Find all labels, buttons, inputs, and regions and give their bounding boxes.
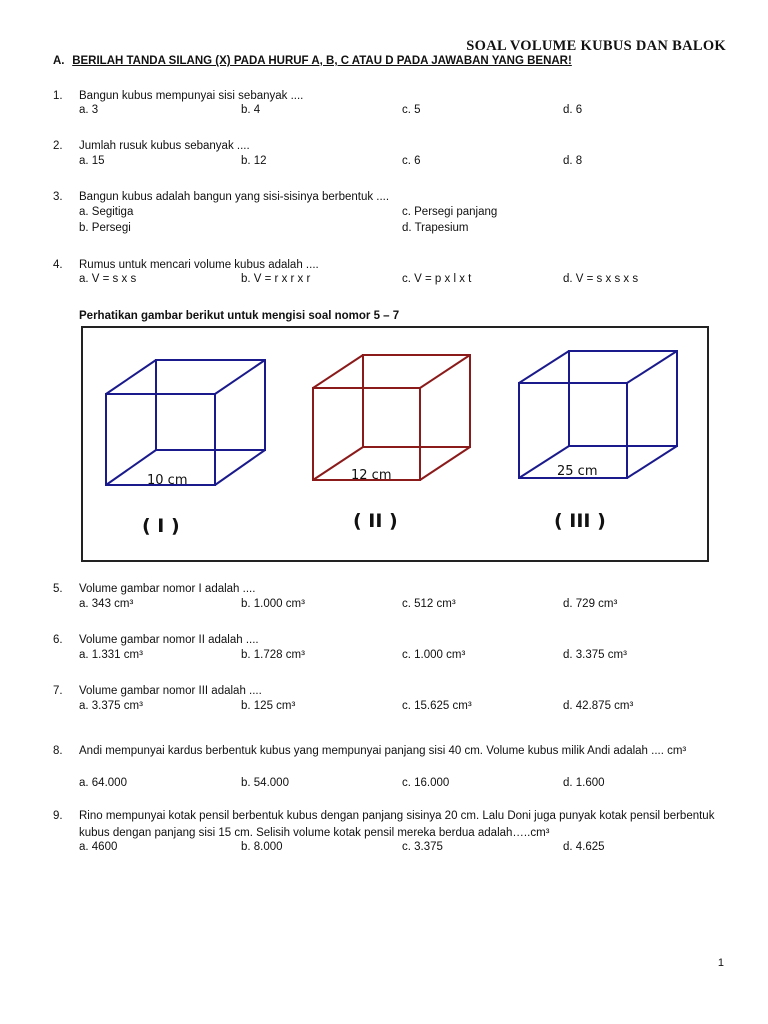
option-b[interactable]: b. Persegi: [79, 222, 131, 234]
question-text: Rino mempunyai kotak pensil berbentuk kubus dengan panjang sisinya 20 cm. Lalu Doni juga punyak kotak pensil berbentuk kubus dengan panjang sisi 15 cm. Selisih volume kotak pensil mereka berdua adalah…..cm³: [79, 810, 715, 839]
cube-iii-edge: [627, 351, 677, 383]
cube-i-lines: [106, 360, 265, 485]
question-text: Volume gambar nomor I adalah ....: [79, 583, 256, 595]
cube-figures: [83, 328, 707, 560]
question-number: 1.: [53, 90, 63, 102]
option-c[interactable]: c. Persegi panjang: [402, 206, 498, 218]
option-c[interactable]: c. 3.375: [402, 841, 443, 853]
cube-i-size-label: 10 cm: [147, 473, 188, 488]
option-b[interactable]: b. 54.000: [241, 777, 289, 789]
option-c[interactable]: c. 512 cm³: [402, 598, 456, 610]
page-title: SOAL VOLUME KUBUS DAN BALOK: [466, 38, 726, 54]
cube-ii-label: ( II ): [353, 510, 398, 532]
option-b[interactable]: b. V = r x r x r: [241, 273, 311, 285]
question-8-options: [79, 777, 719, 793]
cube-ii-lines: [313, 355, 470, 480]
option-c[interactable]: c. 1.000 cm³: [402, 649, 466, 661]
question-number: 3.: [53, 191, 63, 203]
option-a[interactable]: a. V = s x s: [79, 273, 137, 285]
option-c[interactable]: c. 15.625 cm³: [402, 700, 472, 712]
option-a[interactable]: a. 1.331 cm³: [79, 649, 143, 661]
question-9-options: [79, 841, 719, 857]
question-3-options-row1: [79, 206, 719, 222]
option-b[interactable]: b. 1.728 cm³: [241, 649, 305, 661]
question-text: Rumus untuk mencari volume kubus adalah ....: [79, 259, 319, 271]
cube-iii-lines: [519, 351, 677, 478]
question-number: 4.: [53, 259, 63, 271]
cube-i-front: [106, 394, 215, 485]
section-header: [53, 55, 572, 67]
question-text: Bangun kubus mempunyai sisi sebanyak ....: [79, 90, 304, 102]
cube-ii-edge: [420, 447, 470, 480]
cube-ii-size-label: 12 cm: [351, 468, 392, 483]
question-text: Jumlah rusuk kubus sebanyak ....: [79, 140, 250, 152]
cube-iii-label: ( III ): [554, 510, 606, 532]
cube-iii-back: [569, 351, 677, 446]
question-text: Volume gambar nomor II adalah ....: [79, 634, 259, 646]
question-6-options: [79, 649, 719, 665]
cube-i: [106, 360, 265, 485]
option-d[interactable]: d. 729 cm³: [563, 598, 618, 610]
question-5-options: [79, 598, 719, 614]
option-b[interactable]: b. 4: [241, 104, 261, 116]
cube-iii-edge: [627, 446, 677, 478]
option-a[interactable]: a. 3: [79, 104, 99, 116]
question-number: 9.: [53, 810, 63, 822]
option-d[interactable]: d. 8: [563, 155, 583, 167]
cube-ii: [313, 355, 470, 480]
figure-instruction: Perhatikan gambar berikut untuk mengisi soal nomor 5 – 7: [79, 310, 400, 322]
option-a[interactable]: a. 15: [79, 155, 105, 167]
option-b[interactable]: b. 125 cm³: [241, 700, 296, 712]
option-d[interactable]: d. 4.625: [563, 841, 605, 853]
question-text: Andi mempunyai kardus berbentuk kubus yang mempunyai panjang sisi 40 cm. Volume kubus milik Andi adalah .... cm³: [79, 745, 687, 757]
question-4-options: [79, 273, 719, 289]
option-a[interactable]: a. Segitiga: [79, 206, 134, 218]
option-c[interactable]: c. 6: [402, 155, 421, 167]
question-1-options: [79, 104, 719, 120]
option-b[interactable]: b. 1.000 cm³: [241, 598, 305, 610]
cube-i-edge: [106, 360, 156, 394]
question-3-options-row2: [79, 222, 719, 238]
question-7-options: [79, 700, 719, 716]
section-instruction: BERILAH TANDA SILANG (X) PADA HURUF A, B, C ATAU D PADA JAWABAN YANG BENAR!: [72, 55, 572, 67]
cube-i-label: ( I ): [142, 515, 180, 537]
cube-iii: [519, 351, 677, 478]
question-number: 5.: [53, 583, 63, 595]
cube-figure-box: [81, 326, 709, 562]
option-c[interactable]: c. V = p x l x t: [402, 273, 472, 285]
option-a[interactable]: a. 4600: [79, 841, 118, 853]
option-c[interactable]: c. 16.000: [402, 777, 450, 789]
cube-i-edge: [215, 450, 265, 485]
option-d[interactable]: d. 6: [563, 104, 583, 116]
cube-iii-edge: [519, 351, 569, 383]
question-number: 2.: [53, 140, 63, 152]
cube-i-edge: [215, 360, 265, 394]
cube-ii-edge: [420, 355, 470, 388]
question-text: Volume gambar nomor III adalah ....: [79, 685, 262, 697]
section-letter: A.: [53, 55, 65, 67]
option-a[interactable]: a. 3.375 cm³: [79, 700, 143, 712]
option-d[interactable]: d. Trapesium: [402, 222, 469, 234]
cube-i-back: [156, 360, 265, 450]
question-number: 7.: [53, 685, 63, 697]
cube-ii-edge: [313, 355, 363, 388]
option-a[interactable]: a. 343 cm³: [79, 598, 134, 610]
option-b[interactable]: b. 8.000: [241, 841, 283, 853]
question-2-options: [79, 155, 719, 171]
question-number: 6.: [53, 634, 63, 646]
cube-ii-back: [363, 355, 470, 447]
option-c[interactable]: c. 5: [402, 104, 421, 116]
option-d[interactable]: d. 3.375 cm³: [563, 649, 627, 661]
cube-iii-size-label: 25 cm: [557, 464, 598, 479]
option-d[interactable]: d. V = s x s x s: [563, 273, 639, 285]
option-d[interactable]: d. 42.875 cm³: [563, 700, 634, 712]
option-d[interactable]: d. 1.600: [563, 777, 605, 789]
option-b[interactable]: b. 12: [241, 155, 267, 167]
cube-ii-front: [313, 388, 420, 480]
page-number: 1: [717, 957, 724, 969]
option-a[interactable]: a. 64.000: [79, 777, 127, 789]
question-number: 8.: [53, 745, 63, 757]
question-text: Bangun kubus adalah bangun yang sisi-sisinya berbentuk ....: [79, 191, 390, 203]
